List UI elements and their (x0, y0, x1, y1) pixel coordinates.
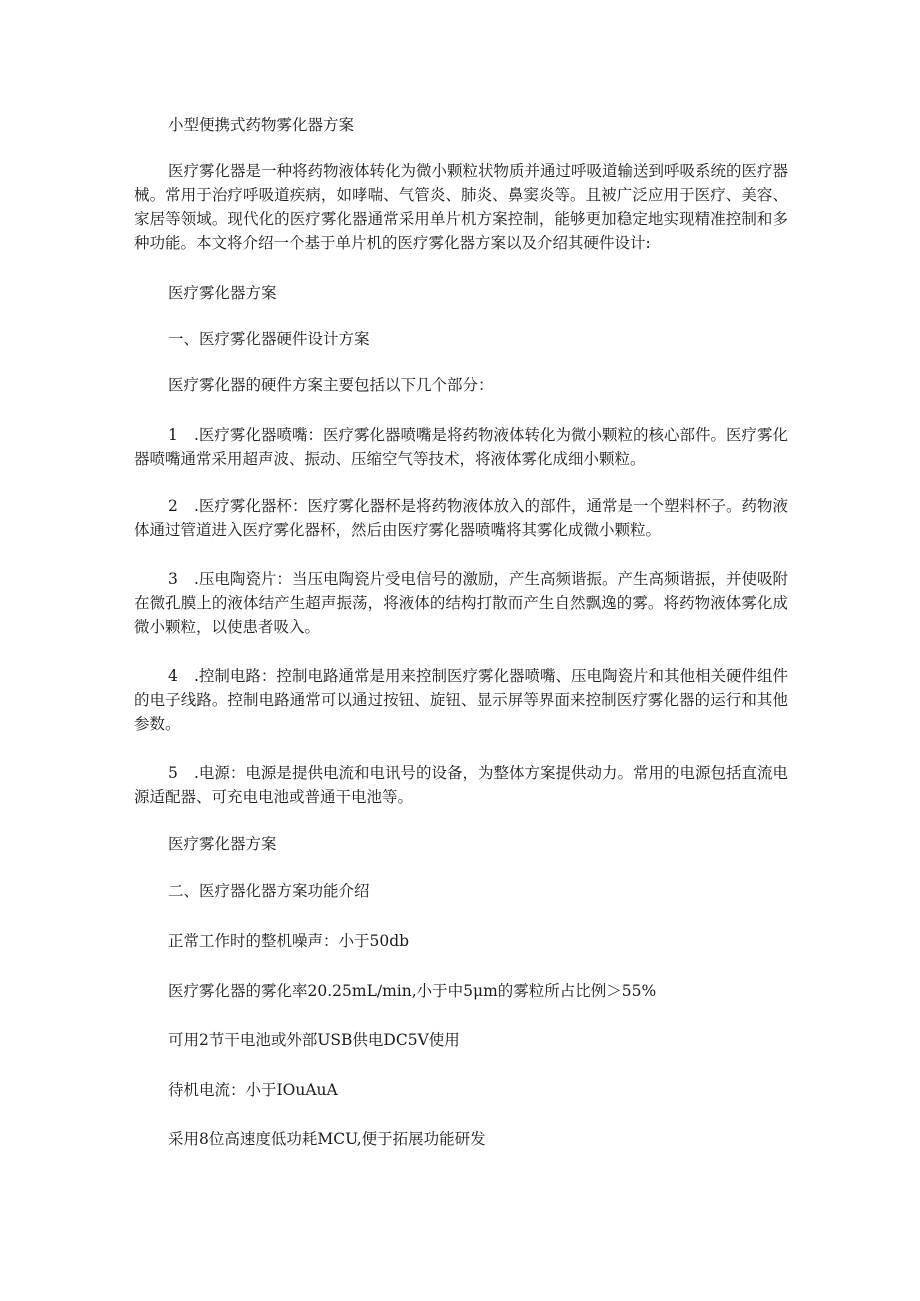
feature-line: 医疗雾化器的雾化率20.25mL∕min,小于中5μm的雾粒所占比例＞55% (168, 982, 657, 1000)
list-item-text: .电源：电源是提供电流和电讯号的设备，为整体方案提供动力。常用的电源包括直流电源适配器、可充电电池或普通干电池等。 (134, 764, 788, 806)
list-item-number: 1 (168, 426, 178, 444)
list-item-text: .医疗雾化器杯：医疗雾化器杯是将药物液体放入的部件，通常是一个塑料杯子。药物液体通过管道进入医疗雾化器杯，然后由医疗雾化器喷嘴将其雾化成微小颗粒。 (134, 497, 788, 539)
list-item-number: 3 (168, 570, 178, 588)
list-item-text: .控制电路：控制电路通常是用来控制医疗雾化器喷嘴、压电陶瓷片和其他相关硬件组件的电子线路。控制电路通常可以通过按钮、旋钮、显示屏等界面来控制医疗雾化器的运行和其他参数。 (134, 667, 788, 733)
list-item (134, 761, 788, 809)
list-item (134, 494, 788, 542)
feature-line: 采用8位高速度低功耗MCU,便于拓展功能研发 (168, 1130, 486, 1148)
feature-line: 可用2节干电池或外部USB供电DC5V使用 (168, 1031, 460, 1049)
section-heading-features: 二、医疗器化器方案功能介绍 (168, 882, 370, 900)
list-item-text: .压电陶瓷片：当压电陶瓷片受电信号的激励，产生高频谐振。产生高频谐振，并使吸附在微孔膜上的液体结产生超声振荡，将液体的结构打散而产生自然飘逸的雾。将药物液体雾化成微小颗粒，以使患者吸入。 (134, 570, 788, 636)
list-item-number: 5 (168, 764, 178, 782)
list-item (134, 423, 788, 471)
list-item-number: 4 (168, 667, 178, 685)
section-heading-hardware: 一、医疗雾化器硬件设计方案 (168, 330, 370, 348)
feature-line: 待机电流：小于IOuAuA (168, 1081, 338, 1099)
document-title: 小型便携式药物雾化器方案 (168, 116, 355, 134)
hardware-intro: 医疗雾化器的硬件方案主要包括以下几个部分： (168, 376, 494, 394)
feature-line: 正常工作时的整机噪声：小于50db (168, 932, 410, 950)
list-item-text: .医疗雾化器喷嘴：医疗雾化器喷嘴是将药物液体转化为微小颗粒的核心部件。医疗雾化器喷嘴通常采用超声波、振动、压缩空气等技术，将液体雾化成细小颗粒。 (134, 426, 788, 468)
section-label: 医疗雾化器方案 (168, 284, 277, 302)
list-item-number: 2 (168, 497, 178, 515)
list-item (134, 664, 788, 736)
list-item (134, 567, 788, 639)
section-label: 医疗雾化器方案 (168, 835, 277, 853)
intro-paragraph: 医疗雾化器是一种将药物液体转化为微小颗粒状物质并通过呼吸道输送到呼吸系统的医疗器械。常用于治疗呼吸道疾病，如哮喘、气管炎、肺炎、鼻窦炎等。且被广泛应用于医疗、美容、家居等领域。现代化的医疗雾化器通常采用单片机方案控制，能够更加稳定地实现精准控制和多种功能。本文将介绍一个基于单片机的医疗雾化器方案以及介绍其硬件设计: (134, 162, 789, 252)
